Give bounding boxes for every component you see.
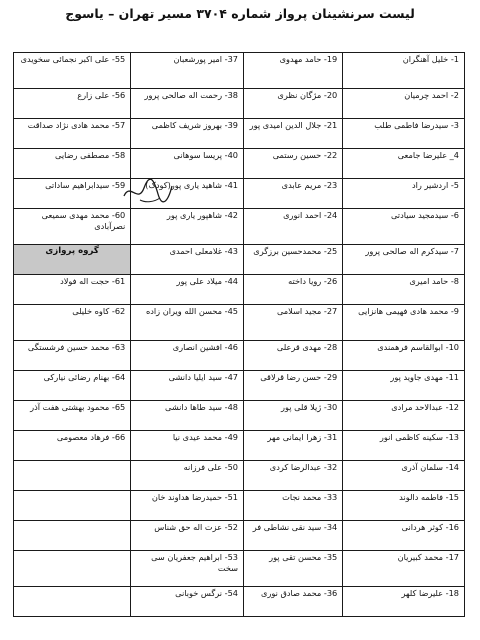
- group-header-label: گروه پروازی: [45, 246, 99, 256]
- table-cell: 41- شاهید یاری پور(کودک): [131, 179, 244, 209]
- table-row: [14, 341, 465, 371]
- table-cell: 4_ علیرضا جامعی: [343, 149, 465, 179]
- table-cell: 49- محمد عیدی نیا: [131, 431, 244, 461]
- table-cell: 25- محمدحسین برزگری: [244, 245, 343, 275]
- passenger-table-body: [14, 53, 465, 617]
- table-cell: 10- ابوالقاسم فرهمندی: [343, 341, 465, 371]
- table-cell: 9- محمد هادی فهیمی هانزایی: [343, 305, 465, 341]
- table-cell: 51- حمیدرضا هداوند خان: [131, 491, 244, 521]
- table-cell: 29- حسن رضا قرلاقی: [244, 371, 343, 401]
- table-cell: 56- علی زارع: [14, 89, 131, 119]
- table-cell: 37- امیر پورشعبان: [131, 53, 244, 89]
- table-row: [14, 587, 465, 617]
- passenger-table: [13, 52, 465, 617]
- table-cell: 3- سیدرضا فاطمی طلب: [343, 119, 465, 149]
- table-row: [14, 551, 465, 587]
- table-row: [14, 461, 465, 491]
- table-cell: 6- سیدمجید سیادتی: [343, 209, 465, 245]
- table-cell: 22- حسین رستمی: [244, 149, 343, 179]
- table-cell: 7- سیدکرم اله صالحی پرور: [343, 245, 465, 275]
- table-cell: 43- غلامعلی احمدی: [131, 245, 244, 275]
- table-row: [14, 149, 465, 179]
- table-cell: 64- بهنام رضائی نیارکی: [14, 371, 131, 401]
- table-row: [14, 521, 465, 551]
- table-cell: 63- محمد حسین فرشستگی: [14, 341, 131, 371]
- table-cell: 14- سلمان آذری: [343, 461, 465, 491]
- table-cell: 26- رویا داخته: [244, 275, 343, 305]
- table-cell: 58- مصطفی رضایی: [14, 149, 131, 179]
- table-row: [14, 245, 465, 275]
- table-cell: [14, 245, 131, 275]
- table-cell: 60- محمد مهدی سمیعی نصرآبادی: [14, 209, 131, 245]
- table-cell: 13- سکینه کاظمی انور: [343, 431, 465, 461]
- table-cell: 59- سیدابراهیم ساداتی: [14, 179, 131, 209]
- table-cell: 47- سید ایلیا دانشی: [131, 371, 244, 401]
- table-cell: 15- فاطمه دالوند: [343, 491, 465, 521]
- table-cell: 42- شاهپور یاری پور: [131, 209, 244, 245]
- table-cell: 21- جلال الدین امیدی پور: [244, 119, 343, 149]
- table-cell: 40- پریسا سوهانی: [131, 149, 244, 179]
- table-cell: 45- محسن الله ویران زاده: [131, 305, 244, 341]
- table-cell: 54- نرگس خوبانی: [131, 587, 244, 617]
- table-cell: [14, 551, 131, 587]
- table-row: [14, 209, 465, 245]
- table-row: [14, 275, 465, 305]
- table-cell: 36- محمد صادق نوری: [244, 587, 343, 617]
- table-cell: 38- رحمت اله صالحی پرور: [131, 89, 244, 119]
- table-row: [14, 371, 465, 401]
- table-cell: 35- محسن تقی پور: [244, 551, 343, 587]
- table-cell: 33- محمد نجات: [244, 491, 343, 521]
- table-cell: 52- عزت اله حق شناس: [131, 521, 244, 551]
- table-cell: 1- خلیل آهنگران: [343, 53, 465, 89]
- table-row: [14, 53, 465, 89]
- table-cell: 30- ژیلا قلی پور: [244, 401, 343, 431]
- table-cell: 53- ابراهیم جعفریان سی سخت: [131, 551, 244, 587]
- table-cell: 61- حجت اله فولاد: [14, 275, 131, 305]
- table-row: [14, 491, 465, 521]
- table-cell: 44- میلاد علی پور: [131, 275, 244, 305]
- table-cell: [14, 491, 131, 521]
- table-cell: 48- سید طاها دانشی: [131, 401, 244, 431]
- table-cell: 17- محمد کبیریان: [343, 551, 465, 587]
- table-cell: 24- احمد انوری: [244, 209, 343, 245]
- table-cell: 2- احمد چرمیان: [343, 89, 465, 119]
- table-cell: 23- مریم عابدی: [244, 179, 343, 209]
- table-cell: 32- عبدالرضا کردی: [244, 461, 343, 491]
- table-cell: 19- حامد مهدوی: [244, 53, 343, 89]
- table-cell: 62- کاوه خلیلی: [14, 305, 131, 341]
- page-title: لیست سرنشینان پرواز شماره ۳۷۰۴ مسیر تهران – یاسوج: [65, 6, 415, 21]
- table-row: [14, 119, 465, 149]
- table-cell: [14, 461, 131, 491]
- table-cell: 11- مهدی جاوید پور: [343, 371, 465, 401]
- table-cell: 55- علی اکبر نجمائی سخویدی: [14, 53, 131, 89]
- table-cell: 46- افشین انصاری: [131, 341, 244, 371]
- table-cell: 20- مژگان نظری: [244, 89, 343, 119]
- table-cell: [14, 587, 131, 617]
- table-cell: 18- علیرضا کلهر: [343, 587, 465, 617]
- table-row: [14, 179, 465, 209]
- table-cell: 8- حامد امیری: [343, 275, 465, 305]
- table-cell: 28- مهدی قرعلی: [244, 341, 343, 371]
- table-cell: 39- بهروز شریف کاظمی: [131, 119, 244, 149]
- table-row: [14, 89, 465, 119]
- table-cell: 16- کوثر هردانی: [343, 521, 465, 551]
- table-row: [14, 305, 465, 341]
- table-row: [14, 401, 465, 431]
- table-cell: 27- مجید اسلامی: [244, 305, 343, 341]
- table-cell: 5- اردشیر راد: [343, 179, 465, 209]
- table-cell: 31- زهرا ایمانی مهر: [244, 431, 343, 461]
- table-cell: 66- فرهاد معصومی: [14, 431, 131, 461]
- table-cell: 57- محمد هادی نژاد صداقت: [14, 119, 131, 149]
- table-row: [14, 431, 465, 461]
- table-cell: 65- محمود بهشتی هفت آذر: [14, 401, 131, 431]
- table-cell: 12- عبدالاحد مرادی: [343, 401, 465, 431]
- table-cell: [14, 521, 131, 551]
- table-cell: 34- سید نقی نشاطی فر: [244, 521, 343, 551]
- table-cell: 50- علی فرزانه: [131, 461, 244, 491]
